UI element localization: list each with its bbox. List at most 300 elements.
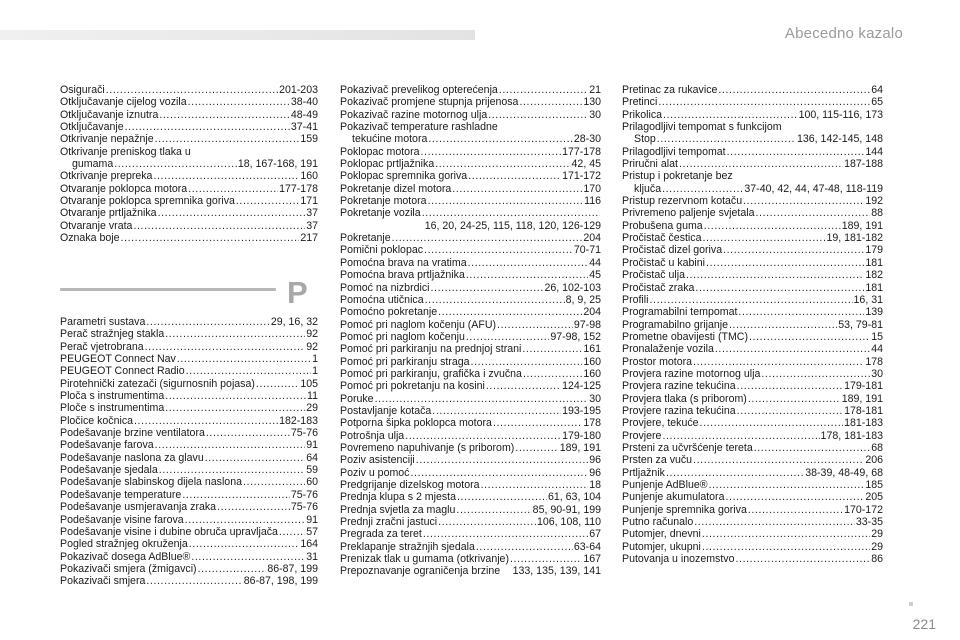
index-entry-pages: 161 (583, 343, 601, 356)
index-entry (622, 368, 883, 380)
index-entry-pages: 178-181 (844, 404, 883, 417)
dot-leader (488, 109, 588, 121)
index-entry (60, 121, 318, 133)
dot-leader (165, 328, 305, 340)
index-entry-term: Pristup rezervnom kotaču (622, 195, 743, 208)
index-entry-term: ključa (634, 182, 662, 195)
index-entry-term: Privremeno paljenje svjetala (622, 207, 755, 220)
index-entry-term: Putomjer, dnevni (622, 528, 701, 541)
index-entry (622, 96, 883, 108)
dot-leader (466, 331, 549, 343)
index-entry-pages: 38-40 (290, 96, 318, 109)
index-entry-term: Podešavanje slabinskog dijela naslona (60, 476, 242, 489)
index-entry-pages: 18, 167-168, 191 (237, 158, 318, 171)
index-entry-pages: 1 (312, 353, 318, 366)
index-entry-term: Prsteni za učvršćenje tereta (622, 441, 753, 454)
index-entry-pages: 31 (306, 550, 318, 563)
index-entry-pages: 63-64 (573, 540, 601, 553)
index-entry-pages: 170-172 (844, 503, 883, 516)
index-entry (340, 306, 601, 318)
index-entry-pages: 65 (871, 96, 883, 109)
index-entry-pages: 30 (589, 392, 601, 405)
dot-leader (410, 467, 588, 479)
index-entry-pages: 189, 191 (559, 441, 601, 454)
index-entry-pages: 30 (589, 108, 601, 121)
index-entry (622, 356, 883, 368)
index-entry-term: Pokazivač promjene stupnja prijenosa (340, 96, 519, 109)
index-entry-term: PEUGEOT Connect Nav (60, 353, 176, 366)
index-entry-term: Potporna šipka poklopca motora (340, 417, 492, 430)
dot-leader (749, 331, 870, 343)
dot-leader (205, 452, 305, 464)
index-entry-pages: 86 (871, 553, 883, 566)
index-entry (622, 343, 883, 355)
index-entry-term: Preklapanje stražnjih sjedala (340, 540, 475, 553)
index-entry-pages: 100, 115-116, 173 (798, 108, 883, 121)
index-entry (340, 96, 601, 108)
decorative-square (909, 602, 913, 606)
index-entry-term: Provjera razine tekućina (622, 380, 736, 393)
dot-leader (185, 514, 306, 526)
index-entry (60, 146, 318, 158)
index-entry-term: Podešavanje sjedala (60, 464, 158, 477)
dot-leader (657, 133, 796, 145)
index-entry (340, 109, 601, 121)
index-entry-term: Pokretanje (340, 232, 391, 245)
index-entry-term: Prsten za vuču (622, 454, 693, 467)
index-entry-pages: 178 (865, 355, 883, 368)
index-entry (622, 319, 883, 331)
index-entry (60, 170, 318, 182)
dot-leader (748, 504, 843, 516)
index-entry-term: Prtljažnik (622, 466, 665, 479)
index-entry-term: Otkrivanje preniskog tlaka u (60, 145, 191, 158)
index-entry (340, 368, 601, 380)
index-entry (60, 514, 318, 526)
index-entry (622, 109, 883, 121)
index-entry (340, 319, 601, 331)
dot-leader (702, 528, 870, 540)
dot-leader (392, 232, 583, 244)
index-entry-term: Podešavanje visine i dubine obruča upravljača (60, 525, 278, 538)
index-entry-pages: 16, 20, 24-25, 115, 118, 120, 126-129 (424, 219, 601, 232)
dot-leader (236, 195, 299, 207)
index-entry (60, 232, 318, 244)
index-entry (60, 328, 318, 340)
dot-leader (754, 442, 870, 454)
index-entry-term: Otključavanje cijelog vozila (60, 96, 187, 109)
index-entry-term: Otključavanje (60, 121, 124, 134)
index-entry-pages: 21 (589, 84, 601, 96)
index-entry-pages: 177-178 (279, 182, 318, 195)
dot-leader (729, 319, 837, 331)
index-entry-pages: 44 (871, 343, 883, 356)
index-entry (622, 516, 883, 528)
index-entry-pages: 29 (871, 540, 883, 553)
index-entry (60, 415, 318, 427)
dot-leader (756, 207, 871, 219)
dot-leader (158, 207, 306, 219)
index-entry-pages: 75-76 (290, 427, 318, 440)
index-entry-term: Pomoćna utičnica (340, 293, 424, 306)
index-entry-term: Pročistač dizel goriva (622, 244, 723, 257)
index-entry-term: Otključavanje iznutra (60, 108, 159, 121)
dot-leader (189, 538, 300, 550)
index-entry (60, 575, 318, 587)
index-entry-pages: 30 (871, 367, 883, 380)
dot-leader (466, 269, 588, 281)
index-entry-pages: 182 (865, 269, 883, 282)
index-entry-pages: 85, 90-91, 199 (532, 503, 601, 516)
index-entry (340, 170, 601, 182)
index-entry-term: Pločice kočnica (60, 414, 134, 427)
dot-leader (217, 501, 290, 513)
index-entry-term: Provjere (622, 429, 662, 442)
index-entry-term: Putno računalo (622, 516, 694, 529)
index-entry-pages: 64 (871, 84, 883, 96)
dot-leader (125, 121, 290, 133)
index-entry-term: Podešavanje usmjeravanja zraka (60, 501, 217, 514)
index-entry-term: Poklopac prtljažnika (340, 158, 435, 171)
index-entry-pages: 105 (300, 377, 318, 390)
index-entry-term: Potrošnja ulja (340, 429, 405, 442)
index-entry (622, 220, 883, 232)
index-entry-pages: 181 (865, 281, 883, 294)
index-entry-pages: 48-49 (290, 108, 318, 121)
index-entry (60, 353, 318, 365)
index-entry-pages: 68 (871, 441, 883, 454)
index-entry-term: gumama (72, 158, 114, 171)
index-entry (622, 491, 883, 503)
index-entry (60, 563, 318, 575)
index-entry-term: Otkrivanje prepreka (60, 170, 153, 183)
dot-leader (693, 454, 864, 466)
index-entry (340, 442, 601, 454)
index-entry (622, 479, 883, 491)
index-entry-pages: 171-172 (562, 170, 601, 183)
dot-leader (650, 294, 853, 306)
index-entry-pages: 139 (865, 306, 883, 319)
dot-leader (146, 575, 242, 587)
index-entry (622, 244, 883, 256)
index-entry (340, 282, 601, 294)
dot-leader (663, 109, 798, 121)
dot-leader (457, 491, 547, 503)
dot-leader (666, 467, 804, 479)
index-entry (622, 294, 883, 306)
index-entry (622, 306, 883, 318)
index-entry-term: Putomjer, ukupni (622, 540, 701, 553)
index-entry-term: Prilagodljivi tempomat s funkcijom (622, 121, 782, 134)
index-entry-pages: 106, 108, 110 (536, 516, 601, 529)
index-entry-pages: 170 (583, 182, 601, 195)
index-entry (622, 158, 883, 170)
index-entry (340, 158, 601, 170)
index-entry-term: Pomoć pri parkiranju straga (340, 355, 470, 368)
index-entry (60, 489, 318, 501)
index-entry-pages: 75-76 (290, 488, 318, 501)
index-entry-pages: 45 (589, 269, 601, 282)
index-entry (60, 207, 318, 219)
dot-leader (706, 257, 864, 269)
index-entry (340, 343, 601, 355)
index-entry (340, 220, 601, 232)
index-entry (622, 257, 883, 269)
index-entry-term: Pročistač ulja (622, 269, 685, 282)
dot-leader (188, 183, 278, 195)
index-entry-pages: 189, 191 (841, 392, 883, 405)
index-entry-pages: 1 (312, 365, 318, 378)
dot-leader (431, 282, 544, 294)
index-entry-pages: 116 (584, 195, 601, 208)
index-entry (340, 393, 601, 405)
index-entry-pages: 57 (306, 525, 318, 538)
index-entry (622, 269, 883, 281)
index-entry-pages: 182-183 (279, 414, 318, 427)
index-column-3 (622, 84, 883, 565)
index-entry-term: Pomoć pri naglom kočenju (340, 330, 465, 343)
dot-leader (422, 207, 600, 219)
index-entry-term: Pomoć pri pokretanju na kosini (340, 380, 485, 393)
index-entry-term: Poziv u pomoć (340, 466, 410, 479)
index-entry-pages: 206 (865, 454, 883, 467)
index-entry-pages: 44 (589, 256, 601, 269)
index-entry-term: Poklopac motora (340, 145, 420, 158)
index-entry-pages: 179-180 (562, 429, 601, 442)
index-entry-term: Prednji zračni jastuci (340, 516, 438, 529)
index-entry-pages: 160 (583, 367, 601, 380)
index-entry (340, 183, 601, 195)
dot-leader (510, 553, 582, 565)
index-entry-term: Pregrada za teret (340, 528, 422, 541)
index-entry (60, 476, 318, 488)
index-entry-pages: 91 (306, 513, 318, 526)
dot-leader (471, 356, 583, 368)
index-entry-term: Provjera razine motornog ulja (622, 367, 761, 380)
index-entry (60, 427, 318, 439)
index-entry-term: Pokazivači smjera (60, 575, 146, 588)
index-entry-term: Stop (634, 133, 656, 146)
index-entry-term: Programabilno grijanje (622, 318, 728, 331)
index-entry-term: Pirotehnički zatezači (sigurnosnih pojasa) (60, 377, 255, 390)
index-entry-term: Pomoć pri naglom kočenju (AFU) (340, 318, 497, 331)
index-entry-pages: 205 (865, 491, 883, 504)
index-entry-term: Pogled stražnjeg okruženja (60, 538, 188, 551)
index-entry-pages: 136, 142-145, 148 (796, 133, 883, 146)
index-entry-term: Probušena guma (622, 219, 703, 232)
index-entry-pages: 181 (865, 256, 883, 269)
index-entry (622, 195, 883, 207)
dot-leader (737, 405, 843, 417)
dot-leader (519, 96, 582, 108)
dot-leader (375, 393, 589, 405)
index-entry-pages: 91 (306, 439, 318, 452)
index-entry-term: Prostor motora (622, 355, 693, 368)
index-entry-term: Ploče s instrumentima (60, 402, 165, 415)
index-entry-pages: 144 (865, 145, 883, 158)
index-entry-term: Otvaranje poklopca motora (60, 182, 188, 195)
dot-leader (704, 220, 841, 232)
index-entry-term: Parametri sustava (60, 316, 146, 328)
index-entry (622, 442, 883, 454)
index-entry (340, 121, 601, 133)
dot-leader (468, 170, 561, 182)
index-entry-pages: 96 (589, 466, 601, 479)
index-entry-pages: 193-195 (562, 404, 601, 417)
index-entry-term: Prepoznavanje ograničenja brzine (340, 565, 501, 578)
index-entry (340, 133, 601, 145)
index-entry-pages: 29 (871, 528, 883, 541)
index-entry-pages: 59 (306, 464, 318, 477)
index-entry-term: Pomoć pri parkiranju, grafička i zvučna (340, 367, 522, 380)
index-entry-term: Podešavanje temperature (60, 488, 182, 501)
index-entry-term: Prometne obavijesti (TMC) (622, 330, 748, 343)
index-entry-term: Otvaranje vrata (60, 219, 133, 232)
index-entry-term: Provjera tlaka (s priborom) (622, 392, 747, 405)
index-entry (60, 195, 318, 207)
page-header-title: Abecedno kazalo (784, 25, 903, 42)
index-entry-term: Pristup i pokretanje bez (622, 170, 733, 183)
dot-leader (662, 183, 743, 195)
dot-leader (658, 96, 870, 108)
dot-leader (737, 380, 843, 392)
index-entry-term: Pokretanje motora (340, 195, 427, 208)
index-entry-term: Oznaka boje (60, 232, 120, 245)
index-entry-pages: 67 (589, 528, 601, 541)
index-entry-pages: 37 (306, 207, 318, 220)
index-entry-pages: 29, 16, 32 (270, 316, 318, 328)
index-entry-term: Prenizak tlak u gumama (otkrivanje) (340, 553, 509, 566)
index-entry (622, 121, 883, 133)
index-entry-term: Provjere razina tekućina (622, 404, 736, 417)
index-entry (60, 220, 318, 232)
index-entry-term: Prilagodljivi tempomat (622, 145, 726, 158)
dot-leader (428, 133, 573, 145)
index-entry-pages: 217 (300, 232, 318, 245)
index-entry-term: Otvaranje prtljažnika (60, 207, 157, 220)
index-entry (622, 207, 883, 219)
index-entry (60, 96, 318, 108)
index-entry-pages: 38-39, 48-49, 68 (805, 466, 883, 479)
dot-leader (515, 442, 558, 454)
index-entry (622, 430, 883, 442)
dot-leader (424, 244, 573, 256)
dot-leader (155, 133, 300, 145)
index-entry-pages: 18 (589, 479, 601, 491)
index-entry-pages: 86-87, 199 (267, 562, 318, 575)
section-divider (60, 288, 276, 291)
index-entry-term: Priručni alat (622, 158, 678, 171)
index-entry-term: Poklopac spremnika goriva (340, 170, 468, 183)
index-entry-pages: 133, 135, 139, 141 (512, 565, 601, 578)
index-entry (340, 405, 601, 417)
index-entry (60, 526, 318, 538)
index-entry (60, 439, 318, 451)
index-entry-pages: 8, 9, 25 (565, 293, 601, 306)
index-entry (622, 528, 883, 540)
index-entry (622, 170, 883, 182)
dot-leader (120, 232, 299, 244)
dot-leader (159, 109, 290, 121)
index-entry (60, 501, 318, 513)
index-entry-pages: 15 (871, 330, 883, 343)
dot-leader (423, 528, 588, 540)
index-entry-pages: 88 (871, 207, 883, 220)
index-entry-pages: 164 (300, 538, 318, 551)
index-entry-term: Punjenje akumulatora (622, 491, 725, 504)
index-entry-pages: 37 (306, 219, 318, 232)
index-entry-pages: 187-188 (844, 158, 883, 171)
index-entry-term: Pomični poklopac (340, 244, 424, 257)
index-entry-pages: 178 (583, 417, 601, 430)
dot-leader (743, 195, 864, 207)
dot-leader (452, 183, 582, 195)
index-entry-pages: 19, 181-182 (826, 232, 883, 245)
index-entry-term: Poziv asistenciji (340, 454, 415, 467)
index-entry (340, 195, 601, 207)
index-entry-term: Punjenje spremnika goriva (622, 503, 747, 516)
index-entry (340, 356, 601, 368)
index-entry (340, 541, 601, 553)
dot-leader (727, 146, 865, 158)
index-entry-pages: 37-40, 42, 44, 47-48, 118-119 (744, 182, 883, 195)
dot-leader (165, 402, 305, 414)
dot-leader (133, 220, 305, 232)
index-entry-pages: 167 (583, 553, 601, 566)
index-entry (60, 133, 318, 145)
index-entry-pages: 124-125 (562, 380, 601, 393)
index-entry-pages: 42, 45 (571, 158, 601, 171)
index-entry-term: Pomoćno pokretanje (340, 306, 438, 319)
index-entry (622, 232, 883, 244)
index-entry-term: Perač stražnjeg stakla (60, 328, 165, 341)
index-entry-term: Pretinac za rukavice (622, 84, 718, 96)
index-entry (622, 553, 883, 565)
index-entry-term: Pomoć pri parkiranju na prednjoj strani (340, 343, 522, 356)
index-entry (60, 84, 318, 96)
dot-leader (191, 551, 305, 563)
index-entry (622, 282, 883, 294)
index-entry (340, 467, 601, 479)
dot-leader (198, 563, 267, 575)
index-entry-term: Otvaranje poklopca spremnika goriva (60, 195, 235, 208)
index-entry (340, 479, 601, 491)
page-number: 221 (912, 616, 936, 632)
index-entry (340, 331, 601, 343)
index-entry (622, 541, 883, 553)
index-entry-term: Podešavanje naslona za glavu (60, 451, 204, 464)
index-entry (60, 538, 318, 550)
dot-leader (186, 365, 311, 377)
dot-leader (405, 430, 561, 442)
index-entry-term: Provjere, tekuće (622, 417, 699, 430)
dot-leader (662, 430, 819, 442)
index-entry-term: Pročistač u kabini (622, 256, 706, 269)
index-entry-pages: 204 (583, 306, 601, 319)
dot-leader (153, 170, 299, 182)
index-entry-term: Pokazivači smjera (žmigavci) (60, 562, 197, 575)
index-entry (340, 84, 601, 96)
index-entry (622, 467, 883, 479)
dot-leader (256, 378, 299, 390)
index-entry-term: Prikolica (622, 108, 663, 121)
index-entry (622, 331, 883, 343)
dot-leader (715, 343, 870, 355)
index-entry (340, 244, 601, 256)
index-entry-term: Putovanja u inozemstvo (622, 553, 735, 566)
index-entry (340, 269, 601, 281)
index-entry-term: Otkrivanje nepažnje (60, 133, 154, 146)
